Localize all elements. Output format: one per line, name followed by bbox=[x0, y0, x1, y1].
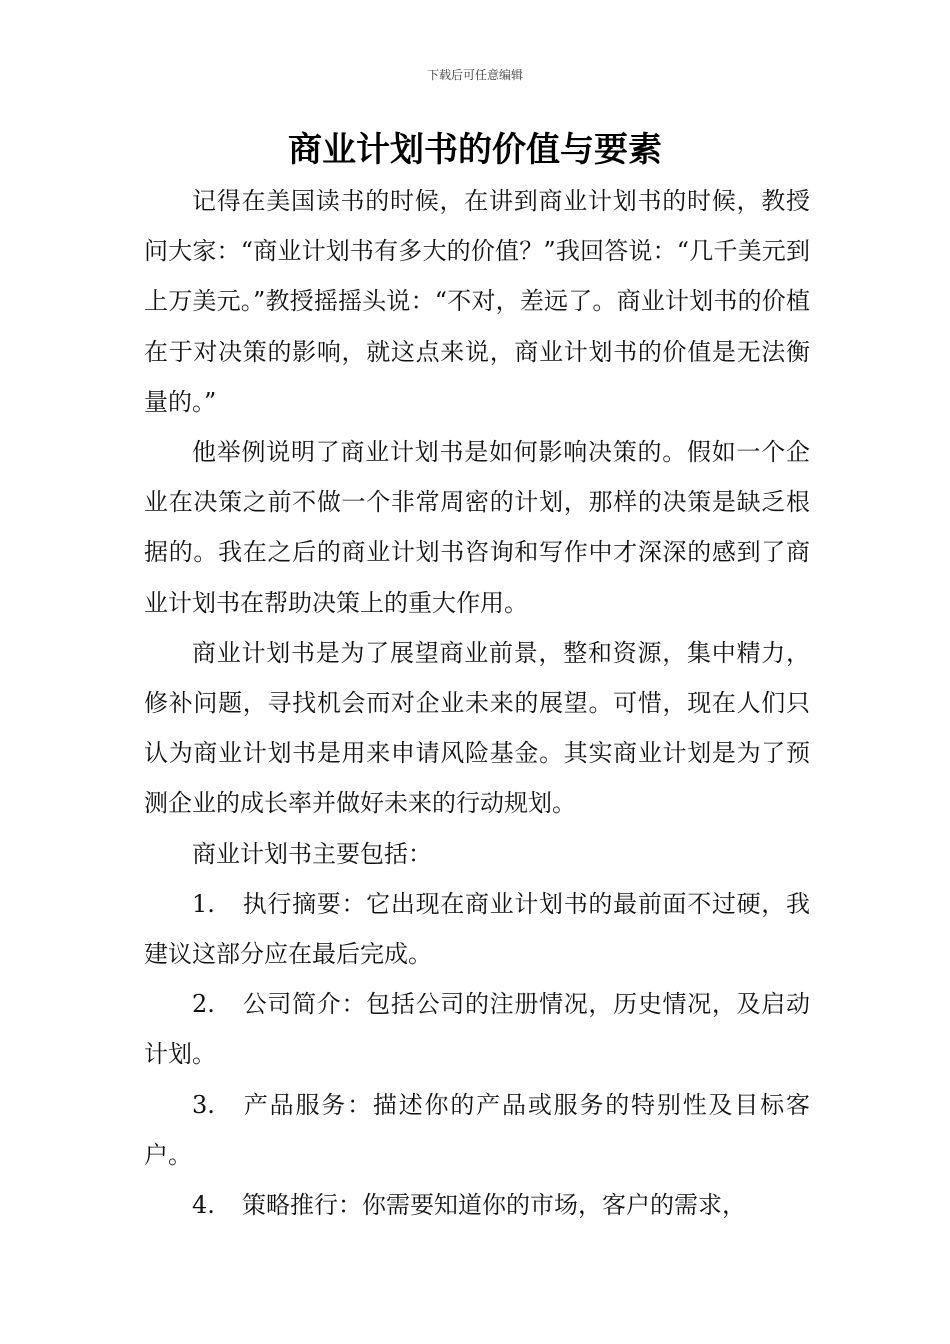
list-item-text: 产品服务：描述你的产品或服务的特别性及目标客户。 bbox=[144, 1090, 810, 1169]
list-item-text: 策略推行：你需要知道你的市场，客户的需求， bbox=[242, 1191, 746, 1220]
list-item-text: 执行摘要：它出现在商业计划书的最前面不过硬，我建议这部分应在最后完成。 bbox=[144, 889, 810, 969]
list-item-3 bbox=[144, 1080, 810, 1180]
header-note: 下载后可任意编辑 bbox=[426, 68, 523, 82]
list-item-1 bbox=[144, 879, 810, 979]
paragraph-1: 记得在美国读书的时候，在讲到商业计划书的时候，教授问大家：“商业计划书有多大的价值？”我回答说：“几千美元到上万美元。”教授摇摇头说：“不对，差远了。商业计划书的价植在于对决策的影响，就这点来说，商业计划书的价值是无法衡量的。” bbox=[144, 187, 810, 416]
list-item-number: 2. bbox=[192, 990, 215, 1019]
list-item-number: 1. bbox=[192, 889, 215, 918]
list-item-number: 3. bbox=[192, 1090, 215, 1119]
document-body bbox=[144, 176, 810, 1230]
paragraph-2: 他举例说明了商业计划书是如何影响决策的。假如一个企业在决策之前不做一个非常周密的计划，那样的决策是缺乏根据的。我在之后的商业计划书咨询和写作中才深深的感到了商业计划书在帮助决策上的重大作用。 bbox=[144, 438, 810, 617]
list-item-2 bbox=[144, 979, 810, 1079]
list-item-number: 4. bbox=[192, 1191, 215, 1220]
list-item-text: 公司简介：包括公司的注册情况，历史情况，及启动计划。 bbox=[144, 990, 810, 1069]
document-title: 商业计划书的价值与要素 bbox=[288, 130, 662, 170]
paragraph-4: 商业计划书主要包括： bbox=[192, 839, 432, 868]
paragraph-3: 商业计划书是为了展望商业前景，整和资源，集中精力，修补问题，寻找机会而对企业未来的展望。可惜，现在人们只认为商业计划书是用来申请风险基金。其实商业计划是为了预测企业的成长率并做好未来的行动规划。 bbox=[144, 638, 810, 818]
list-item-4 bbox=[144, 1180, 810, 1230]
